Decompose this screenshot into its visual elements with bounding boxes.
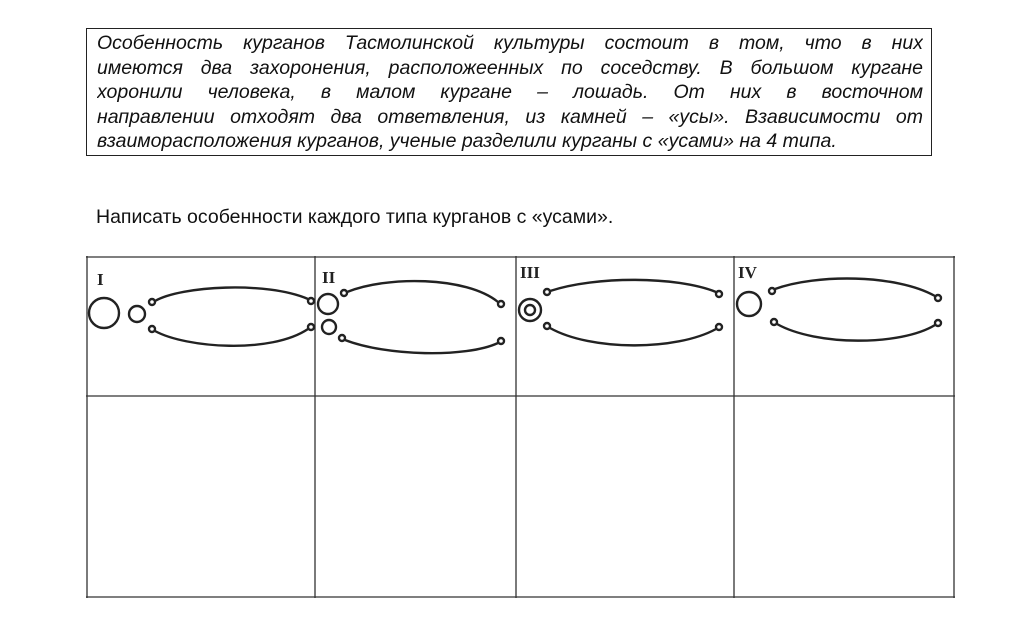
type-2-lower-whisker xyxy=(345,340,498,353)
type-4-stone xyxy=(935,320,941,326)
type-3-upper-whisker xyxy=(550,280,716,292)
intro-text-box xyxy=(86,28,932,156)
type-4-lower-whisker xyxy=(777,324,935,341)
type-1-answer-cell[interactable] xyxy=(88,397,314,596)
type-2-stone xyxy=(498,301,504,307)
type-2-stone xyxy=(339,335,345,341)
type-3-stone xyxy=(544,323,550,329)
type-4-numeral: IV xyxy=(738,263,757,282)
type-2-answer-cell[interactable] xyxy=(316,397,515,596)
type-2-diagram xyxy=(318,281,504,353)
intro-line-2: имеются два захоронения, расположеенных по соседству. В большом кургане xyxy=(97,56,923,79)
type-1-stone xyxy=(308,324,314,330)
type-1-upper-whisker xyxy=(155,287,308,301)
type-1-stone xyxy=(149,299,155,305)
type-1-small-kurgan xyxy=(129,306,145,322)
type-3-inner-kurgan xyxy=(525,305,535,315)
intro-line-3: хоронили человека, в малом кургане – лошадь. От них в восточном xyxy=(97,81,923,104)
type-4-upper-whisker xyxy=(775,279,935,296)
type-2-stone xyxy=(498,338,504,344)
type-2-numeral: II xyxy=(322,268,336,287)
type-2-small-kurgan xyxy=(322,320,336,334)
type-1-stone xyxy=(149,326,155,332)
type-4-kurgan xyxy=(737,292,761,316)
type-4-stone xyxy=(769,288,775,294)
kurgan-types-table xyxy=(86,256,955,598)
type-4-answer-cell[interactable] xyxy=(735,397,953,596)
type-1-diagram xyxy=(89,287,314,345)
task-instruction: Написать особенности каждого типа курганов с «усами». xyxy=(96,206,614,228)
type-3-lower-whisker xyxy=(550,328,716,345)
intro-line-4: направлении отходят два ответвления, из камней – «усы». Взависимости от xyxy=(97,105,923,128)
type-2-large-kurgan xyxy=(318,294,338,314)
type-3-numeral: III xyxy=(520,263,540,282)
type-1-stone xyxy=(308,298,314,304)
type-4-stone xyxy=(935,295,941,301)
type-3-outer-kurgan xyxy=(519,299,541,321)
type-3-diagram xyxy=(519,280,722,346)
type-2-upper-whisker xyxy=(347,281,498,302)
type-3-stone xyxy=(716,324,722,330)
type-4-diagram xyxy=(737,279,941,341)
type-3-stone xyxy=(716,291,722,297)
intro-line-1: Особенность курганов Тасмолинской культуры состоит в том, что в них xyxy=(97,32,923,54)
type-1-large-kurgan xyxy=(89,298,119,328)
type-1-lower-whisker xyxy=(155,329,308,346)
intro-line-5: взаиморасположения курганов, ученые разделили курганы с «усами» на 4 типа. xyxy=(97,130,837,153)
type-3-stone xyxy=(544,289,550,295)
type-1-numeral: I xyxy=(97,270,104,289)
type-4-stone xyxy=(771,319,777,325)
type-3-answer-cell[interactable] xyxy=(517,397,733,596)
type-2-stone xyxy=(341,290,347,296)
